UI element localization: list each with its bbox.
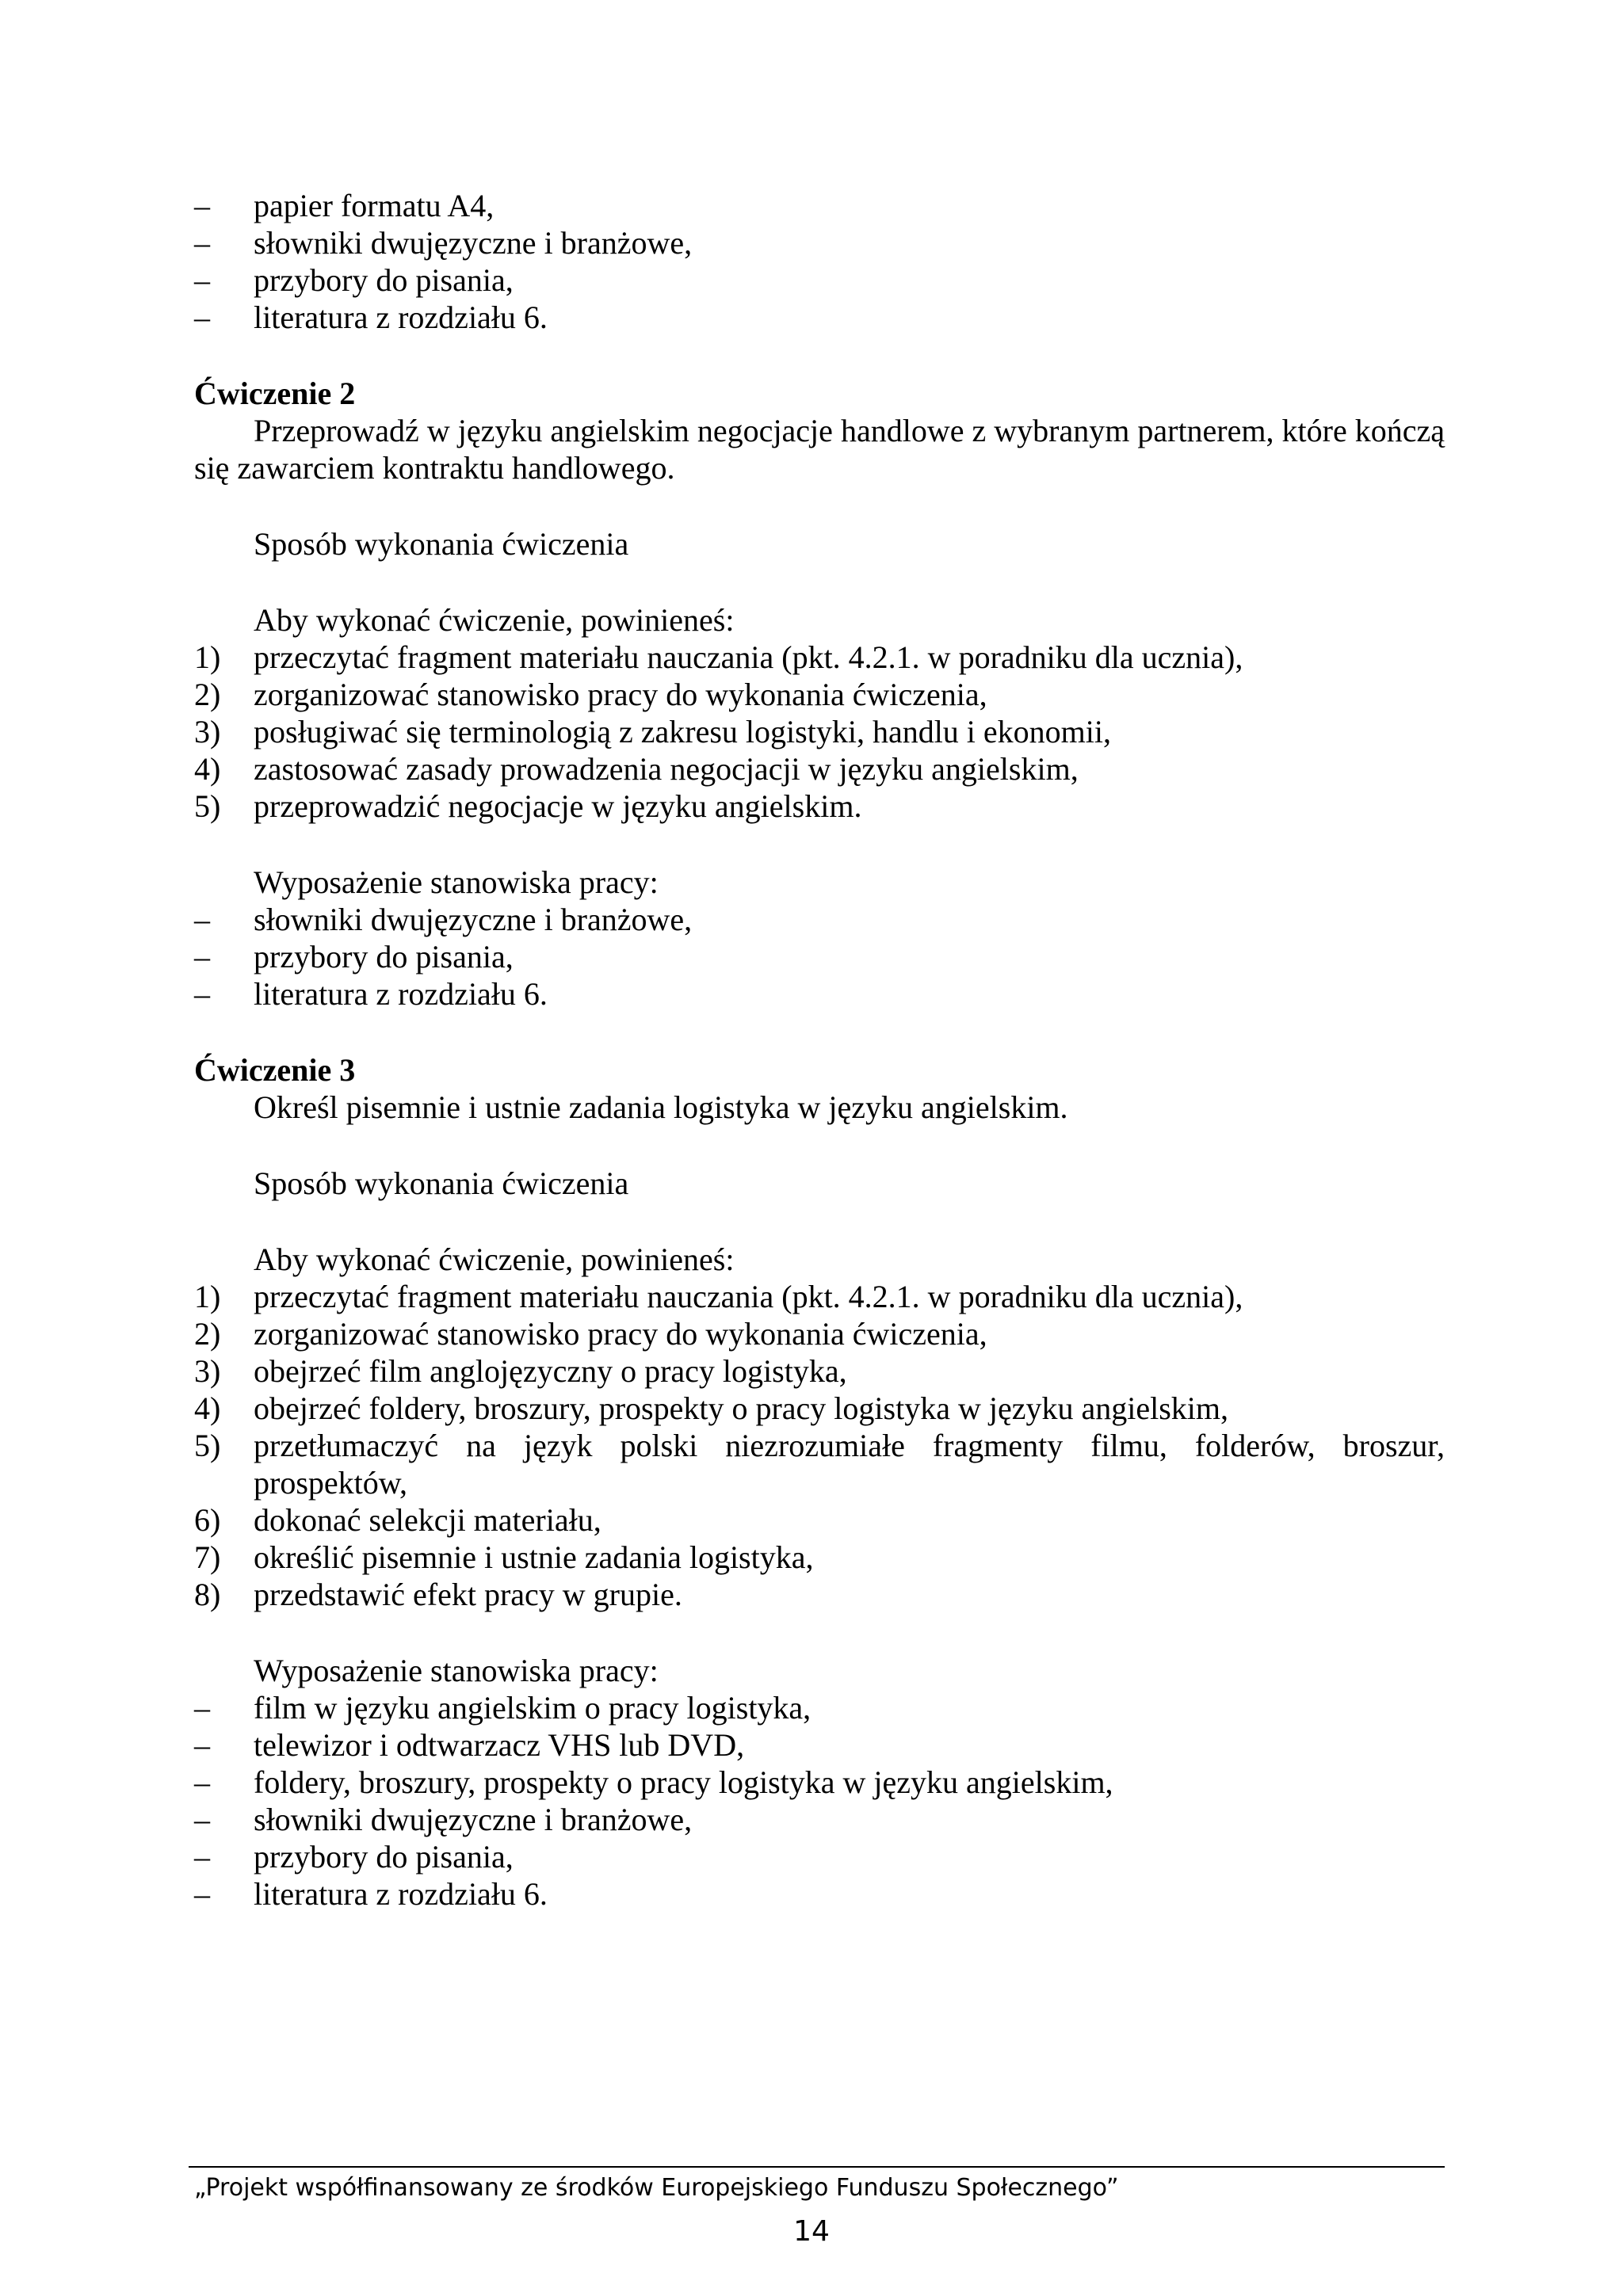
exercise-2-equipment-list [194,901,1445,1013]
step-item [194,639,1445,676]
step-number: 6) [194,1502,221,1538]
list-item-text: słowniki dwujęzyczne i branżowe, [254,225,693,261]
step-number: 7) [194,1539,221,1575]
step-number: 8) [194,1577,221,1612]
dash-marker: – [194,1839,210,1875]
exercise-3-heading: Ćwiczenie 3 [194,1052,356,1088]
list-item-text: film w języku angielskim o pracy logistyka, [254,1690,812,1726]
dash-marker: – [194,1764,210,1800]
list-item [194,1689,1445,1726]
step-item [194,1315,1445,1352]
list-item-text: foldery, broszury, prospekty o pracy logistyka w języku angielskim, [254,1764,1113,1800]
list-item [194,224,1445,261]
step-number: 3) [194,1353,221,1389]
step-item [194,1352,1445,1390]
exercise-2-steps-intro: Aby wykonać ćwiczenie, powinieneś: [254,602,735,638]
exercise-3-section [194,1051,1445,1913]
exercise-2-task: Przeprowadź w języku angielskim negocjacje handlowe z wybranym partnerem, które kończą się zawarciem kontraktu handlowego. [194,413,1445,486]
step-text: przetłumaczyć na język polski niezrozumiałe fragmenty filmu, folderów, broszur, prospektów, [254,1428,1445,1501]
exercise-2-heading: Ćwiczenie 2 [194,376,356,411]
top-equipment-list [194,187,1445,336]
list-item-text: przybory do pisania, [254,1839,514,1875]
dash-marker: – [194,1802,210,1837]
step-number: 2) [194,677,221,712]
step-number: 3) [194,714,221,749]
dash-marker: – [194,262,210,298]
step-number: 2) [194,1316,221,1352]
dash-marker: – [194,939,210,974]
page-number: 14 [793,2215,830,2248]
exercise-3-method-title: Sposób wykonania ćwiczenia [254,1165,629,1201]
dash-marker: – [194,976,210,1012]
dash-marker: – [194,188,210,223]
list-item-text: słowniki dwujęzyczne i branżowe, [254,1802,693,1837]
footer-text: „Projekt współfinansowany ze środków Europejskiego Funduszu Społecznego” [194,2174,1119,2202]
document-page [194,187,1445,1913]
step-number: 5) [194,788,221,824]
step-number: 1) [194,1279,221,1314]
exercise-2-steps-list [194,639,1445,825]
list-item-text: telewizor i odtwarzacz VHS lub DVD, [254,1727,745,1763]
step-text: przeczytać fragment materiału nauczania (pkt. 4.2.1. w poradniku dla ucznia), [254,1279,1243,1314]
dash-marker: – [194,1876,210,1912]
exercise-3-task: Określ pisemnie i ustnie zadania logistyka w języku angielskim. [254,1089,1068,1125]
exercise-3-equipment-title: Wyposażenie stanowiska pracy: [254,1653,659,1688]
step-text: posługiwać się terminologią z zakresu logistyki, handlu i ekonomii, [254,714,1112,749]
exercise-2-section [194,375,1445,1013]
list-item-text: słowniki dwujęzyczne i branżowe, [254,902,693,937]
step-text: dokonać selekcji materiału, [254,1502,601,1538]
list-item [194,901,1445,938]
dash-marker: – [194,902,210,937]
step-item [194,788,1445,825]
list-item-text: literatura z rozdziału 6. [254,299,548,335]
step-number: 1) [194,639,221,675]
footer-divider [189,2166,1445,2168]
step-item [194,713,1445,750]
list-item [194,187,1445,224]
step-item [194,1278,1445,1315]
step-text: zorganizować stanowisko pracy do wykonania ćwiczenia, [254,677,987,712]
list-item [194,975,1445,1013]
step-item [194,1539,1445,1576]
step-item [194,1576,1445,1613]
step-number: 4) [194,751,221,787]
list-item [194,1764,1445,1801]
step-item [194,1501,1445,1539]
exercise-2-equipment-title: Wyposażenie stanowiska pracy: [254,864,659,900]
step-item [194,750,1445,788]
list-item [194,1726,1445,1764]
list-item-text: literatura z rozdziału 6. [254,976,548,1012]
list-item [194,1838,1445,1875]
step-number: 5) [194,1428,221,1463]
step-item [194,676,1445,713]
exercise-3-steps-intro: Aby wykonać ćwiczenie, powinieneś: [254,1241,735,1277]
step-text: określić pisemnie i ustnie zadania logistyka, [254,1539,814,1575]
list-item-text: papier formatu A4, [254,188,495,223]
list-item-text: literatura z rozdziału 6. [254,1876,548,1912]
step-text: przedstawić efekt pracy w grupie. [254,1577,682,1612]
dash-marker: – [194,1690,210,1726]
step-text: obejrzeć foldery, broszury, prospekty o pracy logistyka w języku angielskim, [254,1390,1228,1426]
dash-marker: – [194,225,210,261]
list-item [194,1875,1445,1913]
step-item [194,1390,1445,1427]
step-item [194,1427,1445,1501]
step-text: przeczytać fragment materiału nauczania (pkt. 4.2.1. w poradniku dla ucznia), [254,639,1243,675]
list-item [194,299,1445,336]
step-number: 4) [194,1390,221,1426]
dash-marker: – [194,299,210,335]
step-text: przeprowadzić negocjacje w języku angielskim. [254,788,862,824]
step-text: zastosować zasady prowadzenia negocjacji w języku angielskim, [254,751,1079,787]
exercise-3-equipment-list [194,1689,1445,1913]
step-text: obejrzeć film anglojęzyczny o pracy logistyka, [254,1353,847,1389]
exercise-3-steps-list [194,1278,1445,1613]
step-text: zorganizować stanowisko pracy do wykonania ćwiczenia, [254,1316,987,1352]
dash-marker: – [194,1727,210,1763]
list-item [194,1801,1445,1838]
list-item-text: przybory do pisania, [254,262,514,298]
list-item [194,938,1445,975]
exercise-2-method-title: Sposób wykonania ćwiczenia [254,526,629,562]
list-item-text: przybory do pisania, [254,939,514,974]
list-item [194,261,1445,299]
